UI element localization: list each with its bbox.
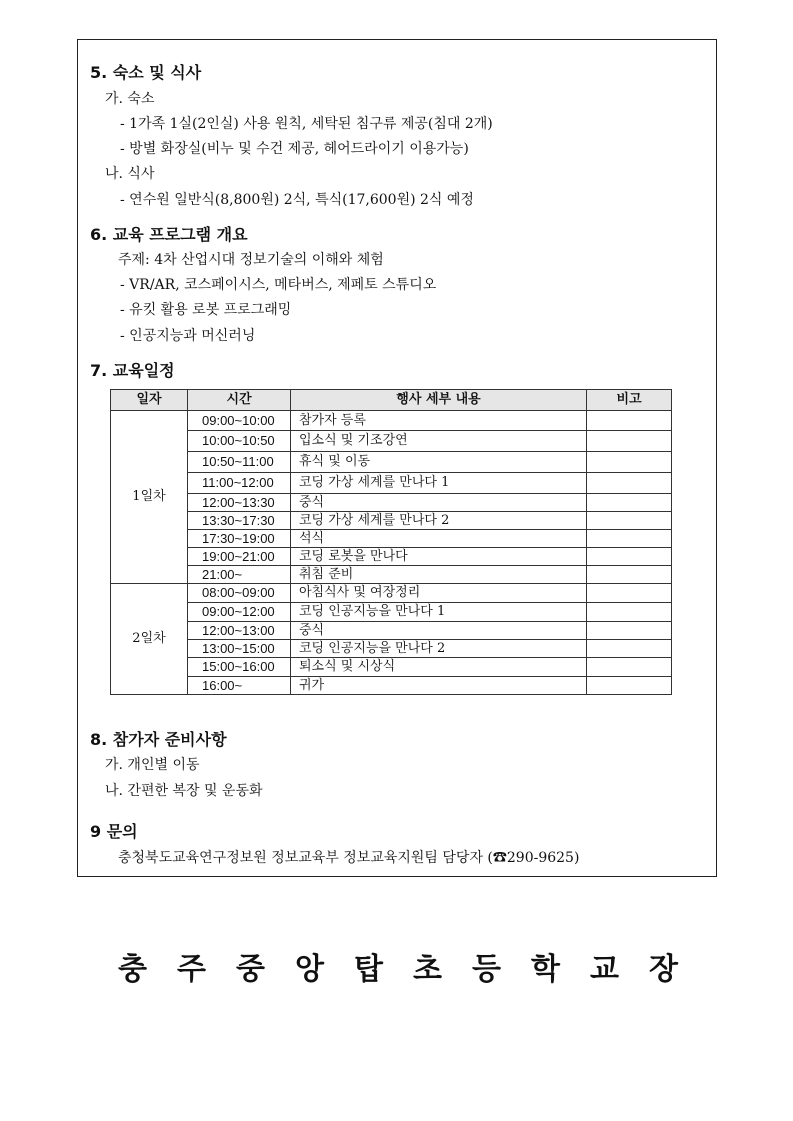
- time-cell: 17:30~19:00: [188, 530, 291, 548]
- lodging-item: - 방별 화장실(비누 및 수건 제공, 헤어드라이기 이용가능): [120, 141, 469, 157]
- content-cell: 중식: [291, 494, 587, 512]
- note-cell: [587, 658, 672, 677]
- note-cell: [587, 677, 672, 695]
- time-cell: 13:30~17:30: [188, 512, 291, 530]
- lodging-item: - 1가족 1실(2인실) 사용 원칙, 세탁된 침구류 제공(침대 2개): [120, 116, 493, 132]
- content-cell: 중식: [291, 622, 587, 640]
- note-cell: [587, 548, 672, 566]
- signature-char: 교: [590, 952, 619, 987]
- content-cell: 취침 준비: [291, 566, 587, 584]
- program-item: - VR/AR, 코스페이시스, 메타버스, 제페토 스튜디오: [120, 277, 437, 293]
- table-row: [111, 566, 672, 584]
- table-row: [111, 640, 672, 658]
- meal-label: 나. 식사: [105, 166, 155, 182]
- time-cell: 10:00~10:50: [188, 431, 291, 452]
- header-content: 행사 세부 내용: [291, 390, 587, 411]
- time-cell: 09:00~10:00: [188, 411, 291, 431]
- content-cell: 참가자 등록: [291, 411, 587, 431]
- section-9-title: 9 문의: [90, 822, 138, 841]
- note-cell: [587, 512, 672, 530]
- table-row: [111, 494, 672, 512]
- content-cell: 입소식 및 기조강연: [291, 431, 587, 452]
- time-cell: 13:00~15:00: [188, 640, 291, 658]
- signature-char: 장: [649, 952, 678, 987]
- signature-char: 학: [531, 952, 560, 987]
- signature-char: 중: [236, 952, 265, 987]
- table-row: [111, 512, 672, 530]
- signature-char: 탑: [354, 952, 383, 987]
- time-cell: 19:00~21:00: [188, 548, 291, 566]
- content-cell: 석식: [291, 530, 587, 548]
- note-cell: [587, 494, 672, 512]
- content-cell: 휴식 및 이동: [291, 452, 587, 473]
- note-cell: [587, 411, 672, 431]
- time-cell: 10:50~11:00: [188, 452, 291, 473]
- content-cell: 코딩 인공지능을 만나다 1: [291, 603, 587, 622]
- time-cell: 12:00~13:30: [188, 494, 291, 512]
- content-cell: 코딩 로봇을 만나다: [291, 548, 587, 566]
- section-6-title: 6. 교육 프로그램 개요: [90, 225, 248, 244]
- signature-char: 등: [472, 952, 501, 987]
- content-cell: 코딩 가상 세계를 만나다 2: [291, 512, 587, 530]
- note-cell: [587, 431, 672, 452]
- program-item: - 유킷 활용 로봇 프로그래밍: [120, 302, 292, 318]
- schedule-body: [111, 411, 672, 695]
- prep-item: 나. 간편한 복장 및 운동화: [105, 783, 263, 799]
- content-cell: 코딩 인공지능을 만나다 2: [291, 640, 587, 658]
- time-cell: 16:00~: [188, 677, 291, 695]
- note-cell: [587, 530, 672, 548]
- signature-char: 충: [118, 952, 147, 987]
- note-cell: [587, 584, 672, 603]
- schedule-table: [110, 389, 672, 695]
- note-cell: [587, 622, 672, 640]
- note-cell: [587, 603, 672, 622]
- note-cell: [587, 566, 672, 584]
- table-row: [111, 603, 672, 622]
- meal-item: - 연수원 일반식(8,800원) 2식, 특식(17,600원) 2식 예정: [120, 192, 474, 208]
- header-note: 비고: [587, 390, 672, 411]
- table-row: [111, 584, 672, 603]
- content-cell: 아침식사 및 여장정리: [291, 584, 587, 603]
- table-header-row: [111, 390, 672, 411]
- table-row: [111, 530, 672, 548]
- signature-char: 주: [177, 952, 206, 987]
- signature-char: 앙: [295, 952, 324, 987]
- time-cell: 12:00~13:00: [188, 622, 291, 640]
- table-row: [111, 548, 672, 566]
- time-cell: 11:00~12:00: [188, 473, 291, 494]
- table-row: [111, 677, 672, 695]
- day-cell: 1일차: [111, 411, 188, 584]
- school-principal-signature: [118, 944, 678, 988]
- lodging-label: 가. 숙소: [105, 91, 155, 107]
- note-cell: [587, 452, 672, 473]
- section-8-title: 8. 참가자 준비사항: [90, 730, 227, 749]
- section-7-title: 7. 교육일정: [90, 361, 175, 380]
- table-row: [111, 622, 672, 640]
- time-cell: 09:00~12:00: [188, 603, 291, 622]
- table-row: [111, 431, 672, 452]
- day-cell: 2일차: [111, 584, 188, 695]
- content-cell: 코딩 가상 세계를 만나다 1: [291, 473, 587, 494]
- table-row: [111, 473, 672, 494]
- table-row: [111, 452, 672, 473]
- time-cell: 21:00~: [188, 566, 291, 584]
- program-item: - 인공지능과 머신러닝: [120, 328, 256, 344]
- content-cell: 귀가: [291, 677, 587, 695]
- section-5-title: 5. 숙소 및 식사: [90, 63, 202, 82]
- time-cell: 08:00~09:00: [188, 584, 291, 603]
- contact-info: 충청북도교육연구정보원 정보교육부 정보교육지원팀 담당자 (☎290-9625): [118, 850, 580, 866]
- prep-item: 가. 개인별 이동: [105, 757, 200, 773]
- header-time: 시간: [188, 390, 291, 411]
- content-cell: 퇴소식 및 시상식: [291, 658, 587, 677]
- signature-char: 초: [413, 952, 442, 987]
- time-cell: 15:00~16:00: [188, 658, 291, 677]
- header-day: 일자: [111, 390, 188, 411]
- note-cell: [587, 640, 672, 658]
- program-theme: 주제: 4차 산업시대 정보기술의 이해와 체험: [118, 252, 384, 268]
- note-cell: [587, 473, 672, 494]
- table-row: [111, 411, 672, 431]
- table-row: [111, 658, 672, 677]
